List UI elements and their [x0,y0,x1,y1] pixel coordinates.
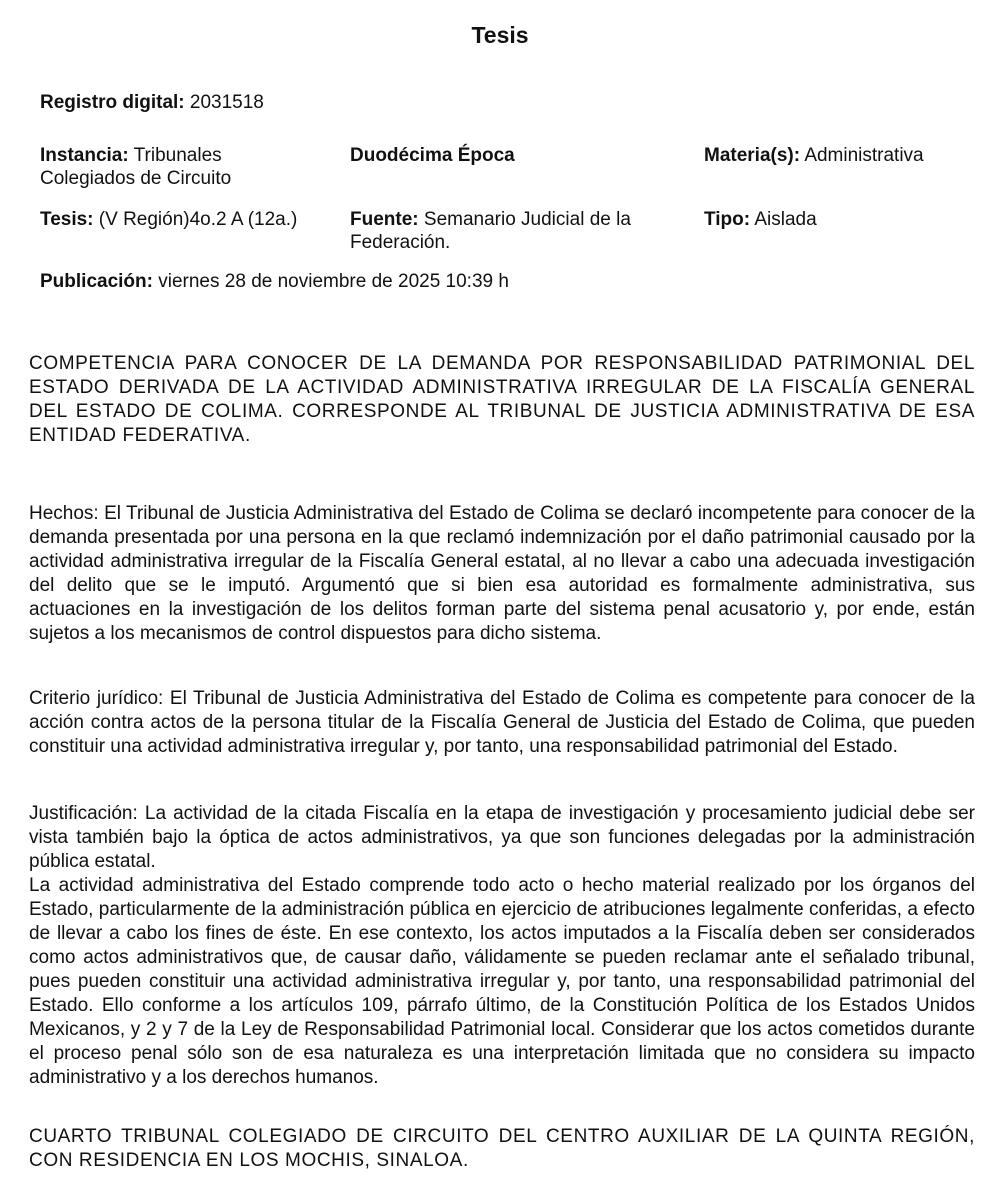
hechos-paragraph: Hechos: El Tribunal de Justicia Administrativa del Estado de Colima se declaró incompetente para conocer de la demanda presentada por una persona en la que reclamó indemnización por el daño patrimonial causado por la actividad administrativa irregular de la Fiscalía General estatal, al no llevar a cabo una adecuada investigación del delito que se le imputó. Argumentó que si bien esa autoridad es formalmente administrativa, sus actuaciones en la investigación de los delitos forman parte del sistema penal acusatorio y, por ende, están sujetos a los mecanismos de control dispuestos para dicho sistema. [29,503,975,644]
fuente-value-line2: Federación. [350,232,451,253]
tribunal-signature: CUARTO TRIBUNAL COLEGIADO DE CIRCUITO DEL CENTRO AUXILIAR DE LA QUINTA REGIÓN, CON RESIDENCIA EN LOS MOCHIS, SINALOA. [29,1126,975,1171]
thesis-heading: COMPETENCIA PARA CONOCER DE LA DEMANDA POR RESPONSABILIDAD PATRIMONIAL DEL ESTADO DERIVADA DE LA ACTIVIDAD ADMINISTRATIVA IRREGULAR DE LA FISCALÍA GENERAL DEL ESTADO DE COLIMA. CORRESPONDE AL TRIBUNAL DE JUSTICIA ADMINISTRATIVA DE ESA ENTIDAD FEDERATIVA. [29,353,975,446]
instancia-value-line2: Colegiados de Circuito [40,168,232,189]
tipo-value: Aislada [754,209,817,230]
registro-digital [40,91,264,114]
publicacion-label: Publicación: [40,271,153,292]
tesis-value: (V Región)4o.2 A (12a.) [98,209,298,230]
instancia-field [40,144,340,190]
justificacion-section [29,802,975,1090]
publicacion-value: viernes 28 de noviembre de 2025 10:39 h [158,271,509,292]
instancia-label: Instancia: [40,145,129,166]
epoca-label: Duodécima Época [350,145,515,166]
fuente-field [350,208,690,254]
fuente-value-line1: Semanario Judicial de la [423,209,631,230]
instancia-value-line1: Tribunales [133,145,222,166]
document-title: Tesis [471,22,529,48]
tipo-field [704,208,817,231]
fuente-label: Fuente: [350,209,419,230]
publicacion-field [40,270,509,293]
registro-label: Registro digital: [40,92,185,113]
tipo-label: Tipo: [704,209,751,230]
justificacion-paragraph-2: La actividad administrativa del Estado comprende todo acto o hecho material realizado por los órganos del Estado, particularmente de la administración pública en ejercicio de atribuciones legalmente conferidas, a efecto de llevar a cabo los fines de éste. En ese contexto, los actos imputados a la Fiscalía deben ser considerados como actos administrativos que, de causar daño, válidamente se pueden reclamar ante el señalado tribunal, pues pueden constituir una actividad administrativa irregular y, por tanto, una responsabilidad patrimonial del Estado. Ello conforme a los artículos 109, párrafo último, de la Constitución Política de los Estados Unidos Mexicanos, y 2 y 7 de la Ley de Responsabilidad Patrimonial local. Considerar que los actos cometidos durante el proceso penal sólo son de esa naturaleza es una interpretación limitada que no considera su impacto administrativo y a los derechos humanos. [29,875,975,1088]
justificacion-paragraph-1: Justificación: La actividad de la citada Fiscalía en la etapa de investigación y procesamiento judicial debe ser vista también bajo la óptica de actos administrativos, ya que son funciones delegadas por la administración pública estatal. [29,803,975,872]
tesis-label: Tesis: [40,209,94,230]
materia-label: Materia(s): [704,145,801,166]
registro-value: 2031518 [189,92,264,113]
tesis-field [40,208,297,231]
materia-field [704,144,924,167]
epoca-field [350,144,515,167]
materia-value: Administrativa [804,145,924,166]
criterio-paragraph: Criterio jurídico: El Tribunal de Justicia Administrativa del Estado de Colima es competente para conocer de la acción contra actos de la persona titular de la Fiscalía General de Justicia del Estado de Colima, que pueden constituir una actividad administrativa irregular y, por tanto, una responsabilidad patrimonial del Estado. [29,688,975,757]
